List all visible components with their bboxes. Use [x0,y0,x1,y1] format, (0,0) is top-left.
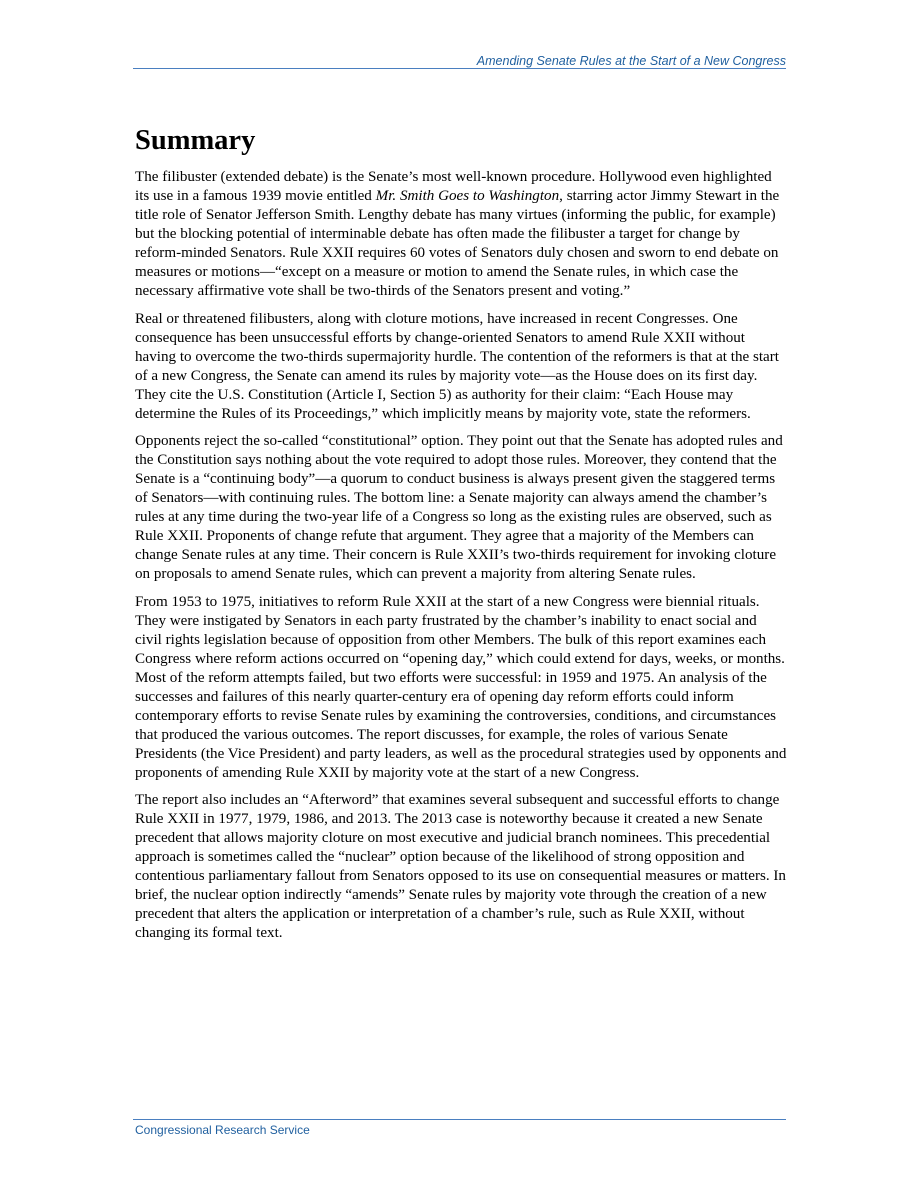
paragraph-2: Real or threatened filibusters, along with cloture motions, have increased in recent Congresses. One consequence has been unsuccessful efforts by change-oriented Senators to amend Rule XXII without having to overcome the two-thirds supermajority hurdle. The contention of the reformers is that at the start of a new Congress, the Senate can amend its rules by majority vote—as the House does on its first day. They cite the U.S. Constitution (Article I, Section 5) as authority for their claim: “Each House may determine the Rules of its Proceedings,” which implicitly means by majority vote, state the reformers. [135,310,779,422]
paragraph-3: Opponents reject the so-called “constitutional” option. They point out that the Senate has adopted rules and the Constitution says nothing about the vote required to adopt those rules. Moreover, they contend that the Senate is a “continuing body”—a quorum to conduct business is always present given the staggered terms of Senators—with continuing rules. The bottom line: a Senate majority can always amend the chamber’s rules at any time during the two-year life of a Congress so long as the existing rules are observed, such as Rule XXII. Proponents of change refute that argument. They agree that a majority of the Members can change Senate rules at any time. Their concern is Rule XXII’s two-thirds requirement for invoking cloture on proposals to amend Senate rules, which can prevent a majority from altering Senate rules. [135,433,783,582]
footer-divider [133,1119,786,1120]
paragraph-5: The report also includes an “Afterword” that examines several subsequent and successful efforts to change Rule XXII in 1977, 1979, 1986, and 2013. The 2013 case is noteworthy because it created a new Senate precedent that allows majority cloture on most executive and judicial branch nominees. This precedential approach is sometimes called the “nuclear” option because of the likelihood of strong opposition and contentious parliamentary fallout from Senators opposed to its use on consequential measures or matters. In brief, the nuclear option indirectly “amends” Senate rules by majority vote through the creation of a new precedent that alters the application or interpretation of a chamber’s rule, such as Rule XXII, without changing its formal text. [135,792,786,941]
paragraph-1 [135,168,787,301]
paragraph-1-text-end: , starring actor Jimmy Stewart in the title role of Senator Jefferson Smith. Lengthy debate has many virtues (informing the public, for example) but the blocking potential of interminable debate has often made the filibuster a target for change by reform-minded Senators. Rule XXII requires 60 votes of Senators duly chosen and sworn to end debate on measures or motions—“except on a measure or motion to amend the Senate rules, in which case the necessary affirmative vote shall be two-thirds of the Senators present and voting.” [135,188,780,299]
footer-publisher: Congressional Research Service [135,1123,310,1137]
movie-title: Mr. Smith Goes to Washington [375,188,560,204]
page-title: Summary [135,125,256,156]
paragraph-1-text-start: The filibuster (extended debate) is the Senate’s most well-known procedure. Hollywood even highlighted its use in a famous 1939 movie entitled [135,169,772,204]
header-divider [133,68,786,69]
paragraph-4: From 1953 to 1975, initiatives to reform Rule XXII at the start of a new Congress were biennial rituals. They were instigated by Senators in each party frustrated by the chamber’s inability to enact social and civil rights legislation because of opposition from other Members. The bulk of this report examines each Congress where reform actions occurred on “opening day,” which could extend for days, weeks, or months. Most of the reform attempts failed, but two efforts were successful: in 1959 and 1975. An analysis of the successes and failures of this nearly quarter-century era of opening day reform efforts could inform contemporary efforts to revise Senate rules by examining the controversies, conditions, and circumstances that produced the various outcomes. The report discusses, for example, the roles of various Senate Presidents (the Vice President) and party leaders, as well as the procedural strategies used by opponents and proponents of amending Rule XXII by majority vote at the start of a new Congress. [135,593,787,781]
main-content [135,122,787,952]
running-header-title: Amending Senate Rules at the Start of a New Congress [476,54,786,68]
